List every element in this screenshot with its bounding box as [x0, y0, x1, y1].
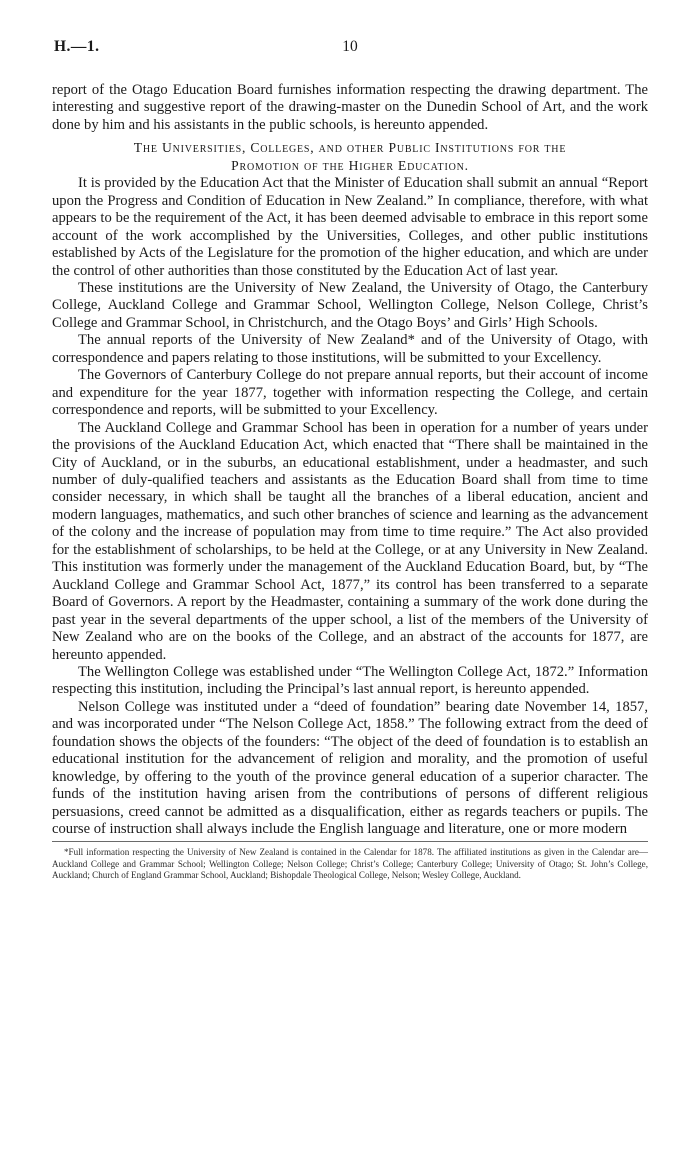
- paragraph-auckland-college: The Auckland College and Grammar School has been in operation for a number of years under the provisions of the Auckland Education Act, which enacted that “There shall be maintained in the City of Auckland, or in the suburbs, an educational establishment, under a headmaster, and such number of duly-qualified teachers and assistants as the Education Board shall from time to time consider necessary, in which shall be taught all the branches of a liberal education, ancient and modern languages, mathematics, and such other branches of science and learning as the advancement of the colony and the increase of population may from time to time require.” The Act also provided for the establishment of scholarships, to be held at the College, or at any University in New Zealand. This institution was formerly under the management of the Auckland Education Board, but, by “The Auckland College and Grammar School Act, 1877,” its control has been transferred to a separate Board of Governors. A report by the Headmaster, containing a summary of the work done during the past year in the several departments of the upper school, a list of the members of the University of New Zealand who are on the books of the College, and an abstract of the accounts for 1877, are hereunto appended.: [52, 419, 648, 663]
- paragraph-canterbury-college: The Governors of Canterbury College do not prepare annual reports, but their account of income and expenditure for the year 1877, together with information respecting the College, and certain correspondence and reports, will be submitted to your Excellency.: [52, 367, 648, 419]
- page-header: [54, 38, 646, 62]
- paragraph-university-reports: The annual reports of the University of New Zealand* and of the University of Otago, with correspondence and papers relating to those institutions, will be submitted to your Excellency.: [52, 332, 648, 366]
- footnote: [52, 847, 648, 881]
- section-heading: [58, 139, 642, 174]
- opening-paragraph: report of the Otago Education Board furnishes information respecting the drawing department. The interesting and suggestive report of the drawing-master on the Dunedin School of Art, and the work done by him and his assistants in the public schools, is hereunto appended.: [52, 82, 648, 133]
- page-number: 10: [342, 38, 358, 55]
- document-reference: H.—1.: [54, 38, 100, 55]
- footnote-text: *Full information respecting the University of New Zealand is contained in the Calendar for 1878. The affiliated institutions as given in the Calendar are—Auckland College and Grammar School; Wellington College; Nelson College; Christ’s College; Canterbury College; University of Otago; St. John’s College, Auckland; Church of England Grammar School, Auckland; Bishopdale Theological College, Nelson; Wesley College, Auckland.: [52, 847, 648, 881]
- paragraph-wellington-college: The Wellington College was established under “The Wellington College Act, 1872.” Information respecting this institution, including the Principal’s last annual report, is hereunto appended.: [52, 663, 648, 698]
- document-body: [52, 82, 648, 882]
- section-heading-line-1: The Universities, Colleges, and other Public Institutions for the: [133, 140, 567, 156]
- paragraph-minister-report: It is provided by the Education Act that the Minister of Education shall submit an annual “Report upon the Progress and Condition of Education in New Zealand.” In compliance, therefore, with what appears to be the requirement of the Act, it has been deemed advisable to embrace in this report some account of the work accomplished by the Universities, Colleges, and other public institutions established by Acts of the Legislature for the promotion of the higher education, and which are under the control of other authorities than those constituted by the Education Act of last year.: [52, 175, 648, 279]
- paragraph-institutions-list: These institutions are the University of New Zealand, the University of Otago, the Canterbury College, Auckland College and Grammar School, Wellington College, Nelson College, Christ’s College and Grammar School, in Christchurch, and the Otago Boys’ and Girls’ High Schools.: [52, 279, 648, 331]
- section-heading-line-2: Promotion of the Higher Education.: [231, 157, 469, 173]
- footnote-divider: [52, 841, 648, 842]
- paragraph-nelson-college: Nelson College was instituted under a “deed of foundation” bearing date November 14, 1857, and was incorporated under “The Nelson College Act, 1858.” The following extract from the deed of foundation shows the objects of the founders: “The object of the deed of foundation is to establish an educational institution for the advancement of religion and morality, and the promotion of useful knowledge, by offering to the youth of the province general education of a superior character. The funds of the institution having arisen from the contributions of persons of different religious persuasions, creed cannot be admitted as a disqualification, either as regards teachers or pupils. The course of instruction shall always include the English language and literature, one or more modern: [52, 698, 648, 838]
